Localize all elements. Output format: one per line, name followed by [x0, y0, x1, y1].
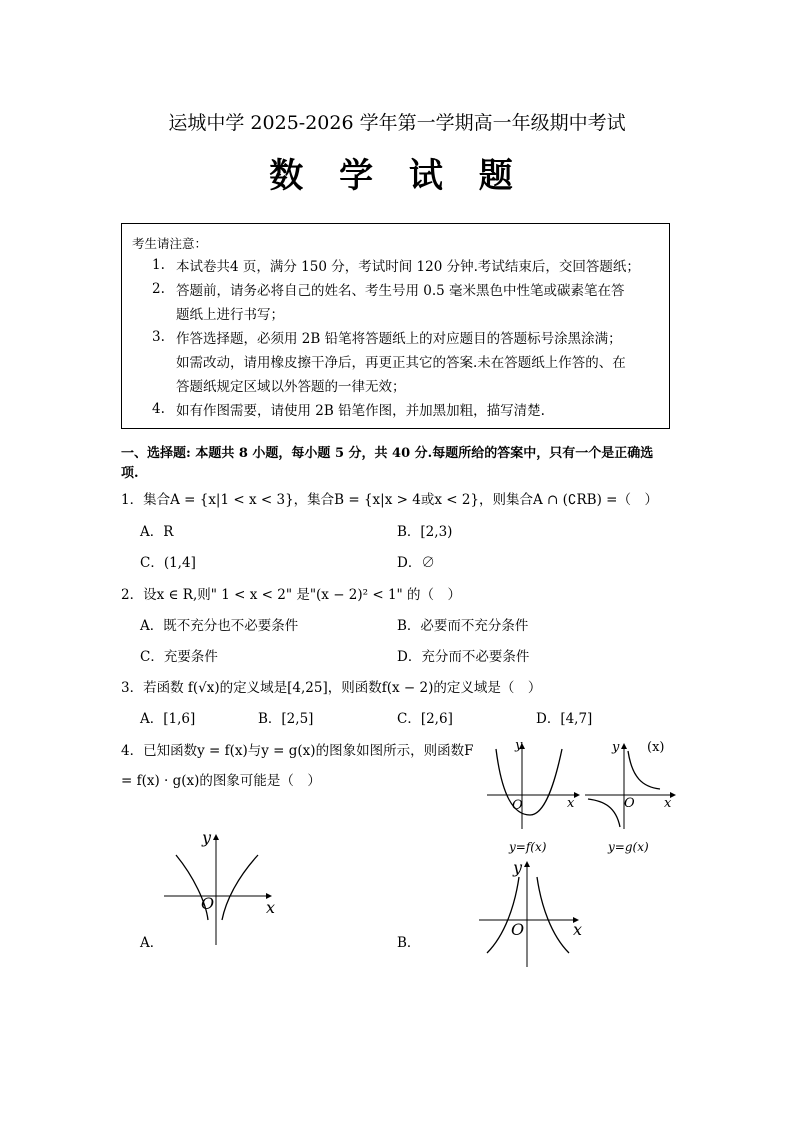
option-b-y-label: y: [513, 858, 523, 877]
option-a-x-label: x: [266, 898, 276, 917]
notice-item-2-number: 2.: [152, 281, 165, 297]
notice-item-2-line-2: 题纸上进行书写；: [176, 307, 284, 323]
section-heading-line-2: 项.: [121, 466, 139, 481]
figure-g-curve-right: [628, 751, 660, 789]
option-b-curve-left: [487, 877, 519, 953]
figure-g-extra-label: (x): [647, 740, 665, 755]
question-1-option-c[interactable]: C．(1,4]: [140, 555, 196, 571]
question-2-option-a[interactable]: A．既不充分也不必要条件: [140, 618, 299, 634]
figure-g-curve-left: [588, 799, 620, 827]
notice-item-1-number: 1.: [152, 257, 165, 273]
question-2-option-b[interactable]: B．必要而不充分条件: [397, 618, 529, 634]
option-b-x-label: x: [573, 920, 583, 939]
figure-g-caption: y=g(x): [608, 840, 649, 854]
question-4-option-a-label[interactable]: A．: [140, 935, 164, 951]
question-3-option-b[interactable]: B．[2,5]: [258, 711, 314, 727]
notice-item-3-line-3: 答题纸规定区域以外答题的一律无效；: [176, 379, 406, 395]
option-a-y-label: y: [202, 828, 212, 847]
question-1-stem: 1．集合A = {x|1 < x < 3}，集合B = {x|x > 4或x < 2}，则集合A ∩ (∁RB) =（ ）: [121, 492, 658, 508]
notice-box: [121, 223, 670, 429]
question-2-stem: 2．设x ∈ R,则" 1 < x < 2" 是"(x − 2)² < 1" 的（ ）: [121, 587, 462, 603]
question-4-stem-line-2: = f(x) · g(x)的图象可能是（ ）: [121, 773, 321, 789]
notice-item-3-number: 3.: [152, 329, 165, 345]
question-2-option-c[interactable]: C．充要条件: [140, 649, 218, 665]
figure-g-y-label: y: [612, 740, 620, 755]
question-4-option-b-label[interactable]: B．: [397, 935, 421, 951]
notice-item-4-line-1: 如有作图需要，请使用 2B 铅笔作图，并加黑加粗，描写清楚.: [176, 403, 545, 419]
option-b-origin-label: O: [511, 920, 525, 939]
figure-f-x-arrow: [574, 792, 580, 798]
exam-subject-title: 数 学 试 题: [269, 156, 525, 196]
figure-f-y-label: y: [515, 738, 523, 753]
question-1-option-b[interactable]: B．[2,3): [397, 524, 453, 540]
notice-heading: 考生请注意：: [132, 236, 208, 251]
question-4-option-a-graph[interactable]: [160, 825, 285, 950]
notice-item-3-line-2: 如需改动，请用橡皮擦干净后，再更正其它的答案.未在答题纸上作答的、在: [176, 355, 626, 371]
figure-g-origin-label: O: [624, 796, 635, 811]
option-a-y-arrow: [213, 834, 219, 840]
figure-f-curve: [496, 749, 562, 815]
figure-f-x-label: x: [567, 796, 575, 811]
figure-f-origin-label: O: [512, 798, 523, 813]
notice-item-4-number: 4.: [152, 401, 165, 417]
question-3-option-c[interactable]: C．[2,6]: [397, 711, 453, 727]
question-2-option-d[interactable]: D．充分而不必要条件: [397, 649, 530, 665]
notice-item-3-line-1: 作答选择题，必须用 2B 铅笔将答题纸上的对应题目的答题标号涂黑涂满；: [176, 331, 622, 347]
question-1-option-a[interactable]: A．R: [140, 524, 174, 540]
option-b-y-arrow: [524, 861, 530, 867]
notice-item-2-line-1: 答题前，请务必将自己的姓名、考生号用 0.5 毫米黑色中性笔或碳素笔在答: [176, 283, 625, 299]
figure-g-y-arrow: [621, 743, 627, 749]
figure-g-x-label: x: [664, 796, 672, 811]
option-a-curve-right: [222, 855, 258, 920]
question-1-option-d[interactable]: D．∅: [397, 555, 435, 571]
exam-school-title: 运城中学 2025-2026 学年第一学期高一年级期中考试: [168, 112, 626, 134]
question-3-option-d[interactable]: D．[4,7]: [536, 711, 593, 727]
question-4-option-b-graph[interactable]: [475, 855, 595, 970]
question-4-stem-line-1: 4．已知函数y = f(x)与y = g(x)的图象如图所示，则函数F: [121, 743, 474, 759]
figure-f-caption: y=f(x): [509, 840, 547, 854]
question-3-stem: 3．若函数 f(√x)的定义域是[4,25]，则函数f(x − 2)的定义域是（ ）: [121, 680, 542, 696]
section-heading-line-1: 一、选择题: 本题共 8 小题，每小题 5 分，共 40 分.每题所给的答案中，只有一个是正确选: [121, 446, 654, 461]
question-3-option-a[interactable]: A．[1,6]: [140, 711, 196, 727]
option-a-origin-label: O: [201, 894, 215, 913]
option-b-curve-right: [537, 877, 569, 953]
figure-g-graph: [582, 737, 682, 857]
figure-f-graph: [482, 737, 582, 857]
notice-item-1-line-1: 本试卷共4 页，满分 150 分，考试时间 120 分钟.考试结束后，交回答题纸；: [176, 259, 640, 275]
